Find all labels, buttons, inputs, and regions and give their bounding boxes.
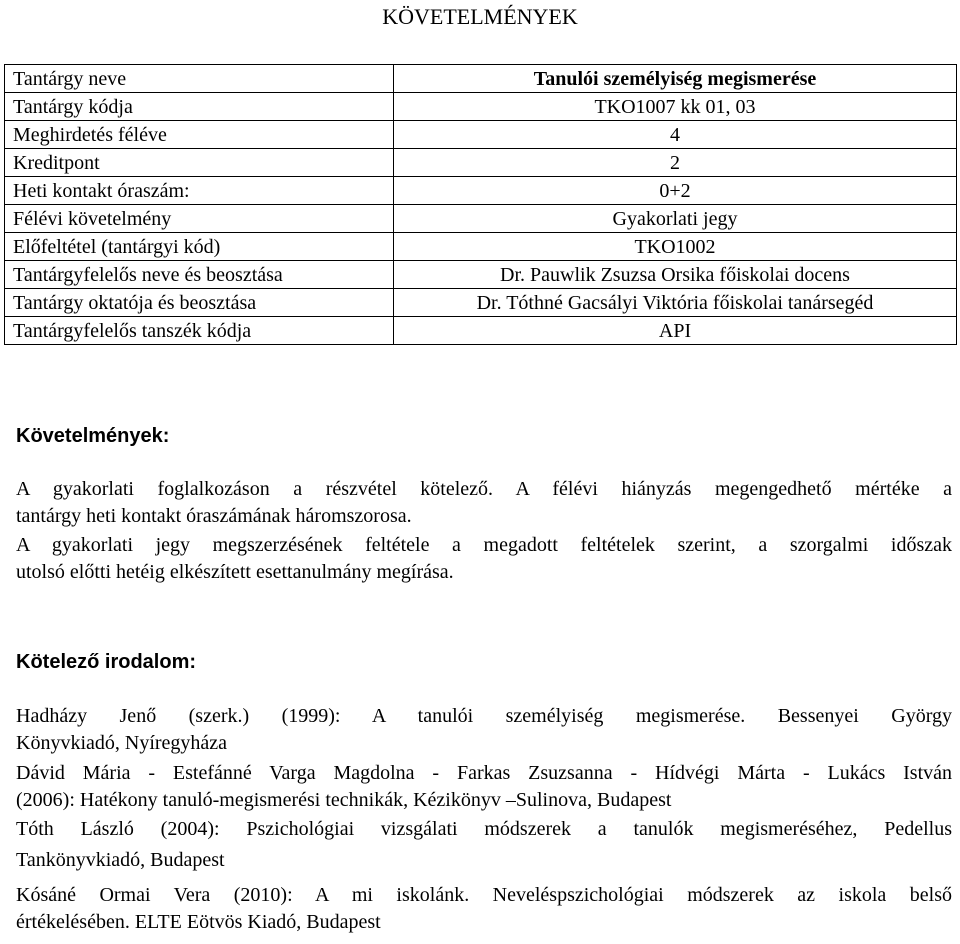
requirements-paragraph-attendance xyxy=(16,476,952,530)
literature-reference xyxy=(16,816,952,874)
table-row xyxy=(5,289,957,317)
literature-reference xyxy=(16,703,952,757)
table-row xyxy=(5,177,957,205)
row-label: Tantárgyfelelős neve és beosztása xyxy=(5,261,394,289)
row-value: Gyakorlati jegy xyxy=(394,205,957,233)
row-value: TKO1002 xyxy=(394,233,957,261)
text-line: utolsó előtti hetéig elkészített esettanulmány megírása. xyxy=(16,561,454,583)
requirements-paragraph-grade xyxy=(16,532,952,586)
requirements-heading: Követelmények: xyxy=(16,425,170,447)
row-label: Félévi követelmény xyxy=(5,205,394,233)
row-value: Dr. Tóthné Gacsályi Viktória főiskolai tanársegéd xyxy=(394,289,957,317)
row-value: 2 xyxy=(394,149,957,177)
text-line: tantárgy heti kontakt óraszámának háromszorosa. xyxy=(16,505,412,527)
row-label: Előfeltétel (tantárgyi kód) xyxy=(5,233,394,261)
row-value: TKO1007 kk 01, 03 xyxy=(394,93,957,121)
text-line: Kósáné Ormai Vera (2010): A mi iskolánk. Neveléspszichológiai módszerek az iskola belső xyxy=(16,884,952,906)
row-label: Meghirdetés féléve xyxy=(5,121,394,149)
row-label: Tantárgy oktatója és beosztása xyxy=(5,289,394,317)
literature-reference xyxy=(16,882,952,936)
table-row xyxy=(5,233,957,261)
literature-heading: Kötelező irodalom: xyxy=(16,651,197,673)
row-label: Tantárgy kódja xyxy=(5,93,394,121)
literature-reference xyxy=(16,760,952,814)
table-row xyxy=(5,121,957,149)
text-line: Dávid Mária - Estefánné Varga Magdolna - Farkas Zsuzsanna - Hídvégi Márta - Lukács István xyxy=(16,762,952,784)
row-value: API xyxy=(394,317,957,345)
table-row xyxy=(5,149,957,177)
table-row xyxy=(5,65,957,93)
row-label: Heti kontakt óraszám: xyxy=(5,177,394,205)
text-line: A gyakorlati foglalkozáson a részvétel kötelező. A félévi hiányzás megengedhető mértéke a xyxy=(16,478,952,500)
text-line: Tóth László (2004): Pszichológiai vizsgálati módszerek a tanulók megismeréséhez, Pedellus xyxy=(16,818,952,840)
row-value: 4 xyxy=(394,121,957,149)
text-line: értékelésében. ELTE Eötvös Kiadó, Budapest xyxy=(16,911,381,933)
table-row xyxy=(5,205,957,233)
row-label: Tantárgyfelelős tanszék kódja xyxy=(5,317,394,345)
row-value: Tanulói személyiség megismerése xyxy=(394,65,957,93)
row-label: Kreditpont xyxy=(5,149,394,177)
text-line: (2006): Hatékony tanuló-megismerési technikák, Kézikönyv –Sulinova, Budapest xyxy=(16,789,672,811)
table-row xyxy=(5,93,957,121)
row-label: Tantárgy neve xyxy=(5,65,394,93)
course-info-table xyxy=(4,64,957,345)
text-line: Hadházy Jenő (szerk.) (1999): A tanulói személyiség megismerése. Bessenyei György xyxy=(16,705,952,727)
row-value: Dr. Pauwlik Zsuzsa Orsika főiskolai docens xyxy=(394,261,957,289)
text-line: A gyakorlati jegy megszerzésének feltétele a megadott feltételek szerint, a szorgalmi időszak xyxy=(16,534,952,556)
text-line: Tankönyvkiadó, Budapest xyxy=(16,849,225,871)
text-line: Könyvkiadó, Nyíregyháza xyxy=(16,732,228,754)
table-row xyxy=(5,261,957,289)
table-row xyxy=(5,317,957,345)
document-title: KÖVETELMÉNYEK xyxy=(382,4,578,29)
row-value: 0+2 xyxy=(394,177,957,205)
